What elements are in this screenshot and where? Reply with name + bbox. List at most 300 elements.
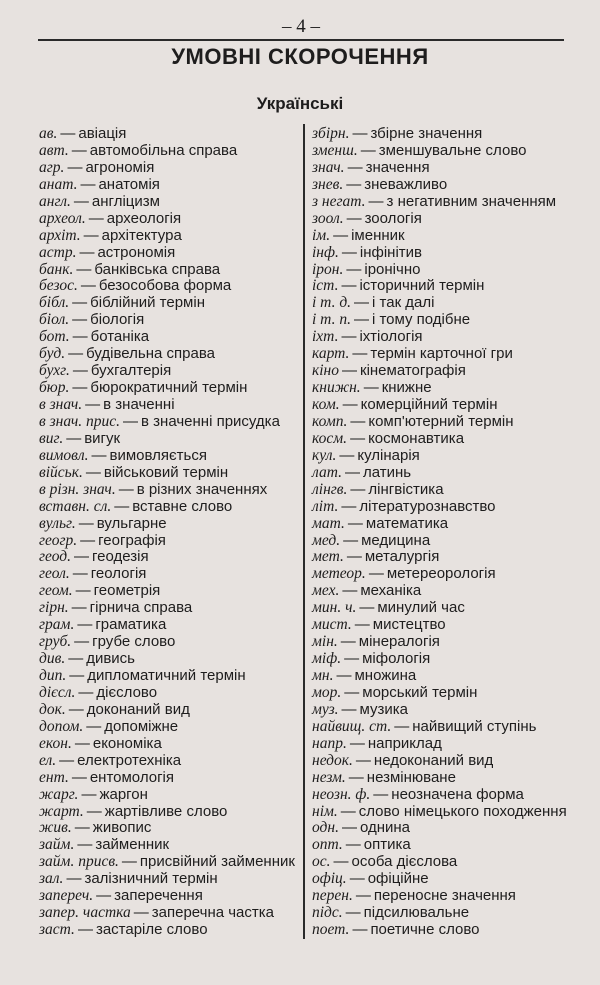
abbreviation-term: жив. (39, 819, 72, 837)
abbreviation-term: виг. (39, 429, 64, 447)
abbreviation-entry (39, 888, 301, 905)
em-dash-separator: — (339, 446, 355, 464)
abbreviation-entry (39, 329, 301, 346)
abbreviation-meaning: будівельна справа (86, 345, 215, 363)
abbreviation-meaning: інфінітив (359, 243, 423, 261)
abbreviation-term: мех. (312, 582, 340, 600)
abbreviation-meaning: морський термін (362, 683, 478, 701)
abbreviation-entry (312, 228, 588, 245)
abbreviation-term: мат. (312, 514, 345, 532)
abbreviation-entry (312, 516, 588, 533)
em-dash-separator: — (344, 650, 360, 668)
abbreviation-meaning: присвійний займенник (139, 853, 295, 871)
abbreviation-entry (312, 787, 588, 804)
abbreviation-term: безос. (39, 277, 78, 295)
abbreviation-term: кул. (312, 446, 337, 464)
abbreviation-entry (312, 770, 588, 787)
abbreviation-entry (39, 905, 301, 922)
abbreviation-entry (312, 566, 588, 583)
abbreviation-meaning: латинь (362, 463, 412, 481)
abbreviation-meaning: книжне (381, 379, 432, 397)
abbreviation-meaning: і тому подібне (371, 311, 471, 329)
abbreviation-entry (39, 312, 301, 329)
abbreviation-meaning: бухгалтерія (90, 362, 172, 380)
em-dash-separator: — (72, 565, 88, 583)
abbreviation-term: косм. (312, 429, 348, 447)
abbreviation-term: біол. (39, 311, 70, 329)
em-dash-separator: — (340, 802, 356, 820)
abbreviation-meaning: заперечення (114, 887, 203, 905)
abbreviation-term: жарг. (39, 785, 79, 803)
abbreviation-meaning: доконаний вид (86, 700, 190, 718)
abbreviation-meaning: ентомологія (89, 768, 175, 786)
em-dash-separator: — (354, 616, 370, 634)
em-dash-separator: — (345, 836, 361, 854)
abbreviation-meaning: однина (359, 819, 411, 837)
abbreviation-entry (312, 329, 588, 346)
abbreviation-meaning: гірнича справа (89, 599, 193, 617)
abbreviation-entry (312, 634, 588, 651)
abbreviation-term: ком. (312, 396, 340, 413)
abbreviation-term: займ. присв. (39, 853, 119, 871)
abbreviation-meaning: геологія (90, 565, 147, 583)
em-dash-separator: — (360, 141, 376, 159)
abbreviation-term: вимовл. (39, 446, 89, 464)
abbreviation-term: лінгв. (312, 480, 348, 498)
em-dash-separator: — (368, 192, 384, 210)
em-dash-separator: — (85, 463, 101, 481)
em-dash-separator: — (346, 548, 362, 566)
abbreviation-term: геод. (39, 548, 71, 566)
em-dash-separator: — (71, 141, 87, 159)
abbreviation-term: док. (39, 700, 66, 718)
abbreviation-entry (312, 278, 588, 295)
em-dash-separator: — (394, 717, 410, 735)
abbreviation-meaning: археологія (106, 209, 182, 227)
abbreviation-meaning: з негативним значенням (386, 192, 557, 210)
abbreviation-entry (39, 295, 301, 312)
abbreviation-term: мист. (312, 616, 352, 634)
em-dash-separator: — (71, 768, 87, 786)
abbreviation-meaning: геодезія (91, 548, 149, 566)
abbreviation-meaning: особа дієслова (351, 853, 458, 871)
abbreviation-entry (39, 211, 301, 228)
abbreviation-meaning: застаріле слово (95, 921, 208, 939)
abbreviation-term: вставн. сл. (39, 497, 112, 515)
abbreviation-entry (312, 871, 588, 888)
abbreviation-meaning: минулий час (377, 599, 465, 617)
em-dash-separator: — (349, 734, 365, 752)
abbreviation-term: бюр. (39, 379, 70, 397)
abbreviation-entry (312, 245, 588, 262)
abbreviation-entry (312, 262, 588, 279)
abbreviation-meaning: жаргон (99, 785, 148, 803)
abbreviation-meaning: оптика (363, 836, 411, 854)
abbreviation-entry (312, 820, 588, 837)
abbreviation-term: буд. (39, 345, 66, 363)
abbreviation-term: зоол. (312, 209, 344, 227)
abbreviation-meaning: мінералогія (358, 633, 440, 651)
abbreviation-term: мор. (312, 683, 342, 701)
abbreviation-entry (39, 414, 301, 431)
abbreviation-term: вульг. (39, 514, 76, 532)
em-dash-separator: — (67, 158, 83, 176)
abbreviation-term: книжн. (312, 379, 361, 397)
abbreviation-entry (39, 346, 301, 363)
abbreviation-entry (39, 566, 301, 583)
em-dash-separator: — (363, 379, 379, 397)
abbreviation-entry (39, 651, 301, 668)
abbreviation-term: мин. ч. (312, 599, 357, 617)
abbreviation-entry (39, 922, 301, 939)
abbreviation-term: гірн. (39, 599, 69, 617)
abbreviation-meaning: дієслово (96, 683, 158, 701)
abbreviation-term: комп. (312, 412, 348, 430)
abbreviation-entry (39, 363, 301, 380)
abbreviation-entry (39, 753, 301, 770)
abbreviation-meaning: механіка (360, 582, 422, 600)
abbreviation-entry (312, 668, 588, 685)
abbreviation-meaning: недоконаний вид (373, 751, 494, 769)
em-dash-separator: — (68, 345, 84, 363)
abbreviation-term: ірон. (312, 260, 344, 278)
abbreviation-entry (39, 583, 301, 600)
abbreviation-entry (312, 549, 588, 566)
abbreviation-term: банк. (39, 260, 74, 278)
em-dash-separator: — (345, 904, 361, 922)
abbreviation-entry (312, 499, 588, 516)
abbreviation-meaning: музика (359, 700, 408, 718)
abbreviation-term: геом. (39, 582, 73, 600)
abbreviation-term: кіно (312, 362, 339, 380)
em-dash-separator: — (352, 345, 368, 363)
em-dash-separator: — (114, 497, 130, 515)
abbreviation-entry (312, 380, 588, 397)
em-dash-separator: — (69, 667, 85, 684)
abbreviation-meaning: географія (98, 531, 166, 549)
em-dash-separator: — (71, 599, 87, 617)
abbreviation-entry (312, 837, 588, 854)
abbreviation-meaning: переносне значення (373, 887, 516, 905)
abbreviation-meaning: медицина (361, 531, 431, 549)
em-dash-separator: — (77, 921, 93, 939)
em-dash-separator: — (336, 667, 352, 684)
abbreviation-meaning: грубе слово (92, 633, 176, 651)
abbreviation-term: мн. (312, 667, 334, 684)
abbreviation-meaning: лінгвістика (368, 480, 444, 498)
em-dash-separator: — (347, 514, 363, 532)
abbreviation-meaning: ботаніка (90, 328, 150, 346)
em-dash-separator: — (96, 887, 112, 905)
abbreviation-entry (39, 702, 301, 719)
abbreviation-entry (39, 600, 301, 617)
abbreviation-term: напр. (312, 734, 347, 752)
abbreviation-meaning: космонавтика (368, 429, 465, 447)
abbreviation-term: геогр. (39, 531, 78, 549)
abbreviation-meaning: вигук (84, 429, 121, 447)
abbreviation-entry (39, 380, 301, 397)
abbreviation-term: мед. (312, 531, 341, 549)
abbreviation-entry (312, 617, 588, 634)
abbreviation-meaning: незмінюване (366, 768, 456, 786)
em-dash-separator: — (354, 294, 370, 312)
em-dash-separator: — (88, 209, 104, 227)
em-dash-separator: — (373, 785, 389, 803)
abbreviation-term: мін. (312, 633, 338, 651)
em-dash-separator: — (73, 192, 89, 210)
abbreviation-term: найвищ. ст. (312, 717, 392, 735)
abbreviation-term: ав. (39, 125, 58, 142)
em-dash-separator: — (66, 429, 82, 447)
abbreviation-meaning: біологія (90, 311, 145, 329)
abbreviation-term: в знач. (39, 396, 83, 413)
abbreviation-meaning: кінематографія (360, 362, 466, 380)
abbreviation-entry (312, 905, 588, 922)
abbreviation-term: збірн. (312, 125, 350, 142)
abbreviation-entry (312, 583, 588, 600)
em-dash-separator: — (86, 717, 102, 735)
abbreviation-entry (39, 143, 301, 160)
em-dash-separator: — (349, 870, 365, 888)
abbreviation-term: бібл. (39, 294, 70, 312)
right-abbreviation-column (312, 126, 588, 939)
abbreviation-term: заст. (39, 921, 75, 939)
abbreviation-entry (312, 312, 588, 329)
em-dash-separator: — (341, 328, 357, 346)
abbreviation-entry (312, 346, 588, 363)
abbreviation-meaning: комп'ютерний термін (368, 412, 514, 430)
page-number: – 4 – (38, 17, 564, 37)
em-dash-separator: — (85, 396, 101, 413)
em-dash-separator: — (352, 921, 368, 939)
em-dash-separator: — (368, 565, 384, 583)
em-dash-separator: — (350, 429, 366, 447)
abbreviation-meaning: авіація (78, 125, 127, 142)
left-abbreviation-column (39, 126, 301, 939)
abbreviation-term: нім. (312, 802, 338, 820)
abbreviation-meaning: металургія (364, 548, 440, 566)
abbreviation-meaning: граматика (95, 616, 167, 634)
em-dash-separator: — (74, 819, 90, 837)
abbreviation-entry (39, 245, 301, 262)
abbreviation-term: анат. (39, 175, 78, 193)
abbreviation-term: грам. (39, 616, 75, 634)
em-dash-separator: — (333, 226, 349, 244)
em-dash-separator: — (344, 683, 360, 701)
abbreviation-entry (312, 854, 588, 871)
abbreviation-meaning: банківська справа (94, 260, 221, 278)
abbreviation-entry (39, 262, 301, 279)
abbreviation-entry (39, 516, 301, 533)
abbreviation-meaning: найвищий ступінь (412, 717, 537, 735)
em-dash-separator: — (341, 700, 357, 718)
em-dash-separator: — (80, 531, 96, 549)
abbreviation-term: зал. (39, 870, 64, 888)
abbreviation-entry (39, 820, 301, 837)
abbreviation-meaning: економіка (92, 734, 162, 752)
abbreviation-meaning: архітектура (101, 226, 182, 244)
abbreviation-term: і т. д. (312, 294, 352, 312)
abbreviation-entry (39, 177, 301, 194)
abbreviation-meaning: залізничний термін (84, 870, 218, 888)
em-dash-separator: — (342, 396, 358, 413)
em-dash-separator: — (86, 802, 102, 820)
abbreviation-entry (39, 278, 301, 295)
abbreviation-meaning: допоміжне (104, 717, 179, 735)
em-dash-separator: — (341, 243, 357, 261)
abbreviation-term: підс. (312, 904, 343, 922)
abbreviation-term: незм. (312, 768, 346, 786)
em-dash-separator: — (60, 125, 76, 142)
abbreviation-entry (39, 668, 301, 685)
em-dash-separator: — (72, 362, 88, 380)
abbreviation-term: військ. (39, 463, 83, 481)
em-dash-separator: — (350, 480, 366, 498)
abbreviation-term: іст. (312, 277, 339, 295)
abbreviation-meaning: мистецтво (372, 616, 446, 634)
section-title: Українські (256, 94, 344, 113)
abbreviation-term: геол. (39, 565, 70, 583)
abbreviation-entry (312, 482, 588, 499)
abbreviation-term: дієсл. (39, 683, 76, 701)
abbreviation-meaning: офіційне (367, 870, 429, 888)
abbreviation-term: поет. (312, 921, 350, 939)
abbreviation-entry (312, 363, 588, 380)
em-dash-separator: — (346, 175, 362, 193)
abbreviation-term: метеор. (312, 565, 366, 583)
abbreviation-meaning: живопис (92, 819, 152, 837)
em-dash-separator: — (346, 209, 362, 227)
abbreviation-entry (312, 651, 588, 668)
em-dash-separator: — (359, 599, 375, 617)
abbreviation-meaning: військовий термін (103, 463, 229, 481)
abbreviation-meaning: автомобільна справа (89, 141, 238, 159)
abbreviation-entry (39, 397, 301, 414)
abbreviation-meaning: збірне значення (370, 125, 483, 142)
abbreviation-entry (39, 549, 301, 566)
abbreviation-entry (39, 617, 301, 634)
abbreviation-entry (312, 753, 588, 770)
em-dash-separator: — (72, 328, 88, 346)
abbreviation-term: офіц. (312, 870, 347, 888)
abbreviation-entry (39, 871, 301, 888)
abbreviation-meaning: займенник (95, 836, 170, 854)
abbreviation-meaning: підсилювальне (363, 904, 470, 922)
abbreviation-entry (312, 160, 588, 177)
abbreviation-term: неозн. ф. (312, 785, 371, 803)
column-divider (303, 124, 305, 939)
em-dash-separator: — (75, 582, 91, 600)
abbreviation-term: перен. (312, 887, 353, 905)
abbreviation-term: авт. (39, 141, 69, 159)
abbreviation-term: інф. (312, 243, 339, 261)
em-dash-separator: — (133, 904, 149, 922)
abbreviation-term: лат. (312, 463, 342, 481)
abbreviation-meaning: безособова форма (98, 277, 232, 295)
em-dash-separator: — (348, 768, 364, 786)
abbreviation-term: недок. (312, 751, 353, 769)
abbreviation-term: дип. (39, 667, 67, 684)
abbreviation-entry (39, 787, 301, 804)
em-dash-separator: — (73, 548, 89, 566)
abbreviation-term: займ. (39, 836, 75, 854)
em-dash-separator: — (341, 277, 357, 295)
em-dash-separator: — (79, 243, 95, 261)
abbreviation-entry (312, 600, 588, 617)
em-dash-separator: — (77, 616, 93, 634)
page-title: УМОВНІ СКОРОЧЕННЯ (171, 44, 429, 69)
em-dash-separator: — (347, 158, 363, 176)
abbreviation-entry (39, 431, 301, 448)
abbreviation-meaning: множина (354, 667, 417, 684)
abbreviation-meaning: комерційний термін (360, 396, 498, 413)
abbreviation-term: жарт. (39, 802, 84, 820)
abbreviation-term: іхт. (312, 328, 339, 346)
abbreviation-meaning: поетичне слово (370, 921, 480, 939)
abbreviation-entry (39, 160, 301, 177)
abbreviation-entry (312, 126, 588, 143)
abbreviation-meaning: і так далі (372, 294, 435, 312)
abbreviation-meaning: анатомія (98, 175, 160, 193)
abbreviation-meaning: в значенні (103, 396, 175, 413)
abbreviation-term: астр. (39, 243, 77, 261)
abbreviation-term: агр. (39, 158, 65, 176)
abbreviation-meaning: в значенні присудка (141, 412, 280, 430)
em-dash-separator: — (344, 463, 360, 481)
abbreviation-meaning: слово німецького походження (358, 802, 567, 820)
abbreviation-term: муз. (312, 700, 339, 718)
em-dash-separator: — (72, 379, 88, 397)
em-dash-separator: — (341, 819, 357, 837)
abbreviation-term: знач. (312, 158, 345, 176)
abbreviation-meaning: історичний термін (359, 277, 485, 295)
abbreviation-entry (312, 211, 588, 228)
abbreviation-term: див. (39, 650, 66, 668)
abbreviation-meaning: англіцизм (91, 192, 160, 210)
abbreviation-term: зменш. (312, 141, 358, 159)
em-dash-separator: — (76, 260, 92, 278)
em-dash-separator: — (81, 785, 97, 803)
abbreviation-entry (39, 685, 301, 702)
abbreviation-meaning: в різних значеннях (136, 480, 268, 498)
abbreviation-term: мет. (312, 548, 344, 566)
em-dash-separator: — (72, 294, 88, 312)
em-dash-separator: — (355, 887, 371, 905)
abbreviation-term: архіт. (39, 226, 81, 244)
abbreviation-meaning: вимовляється (109, 446, 207, 464)
abbreviation-term: опт. (312, 836, 343, 854)
abbreviation-meaning: зоологія (364, 209, 422, 227)
abbreviation-entry (312, 414, 588, 431)
abbreviation-entry (312, 465, 588, 482)
abbreviation-entry (312, 397, 588, 414)
em-dash-separator: — (123, 412, 139, 430)
abbreviation-entry (39, 736, 301, 753)
em-dash-separator: — (80, 277, 96, 295)
abbreviation-entry (39, 126, 301, 143)
abbreviation-meaning: іронічно (364, 260, 421, 278)
em-dash-separator: — (74, 734, 90, 752)
abbreviation-term: запер. частка (39, 904, 131, 922)
abbreviation-entry (39, 482, 301, 499)
abbreviation-term: одн. (312, 819, 339, 837)
em-dash-separator: — (342, 582, 358, 600)
abbreviation-term: бухг. (39, 362, 70, 380)
abbreviation-meaning: метереорологія (386, 565, 496, 583)
abbreviation-entry (312, 448, 588, 465)
em-dash-separator: — (83, 226, 99, 244)
abbreviation-entry (312, 922, 588, 939)
